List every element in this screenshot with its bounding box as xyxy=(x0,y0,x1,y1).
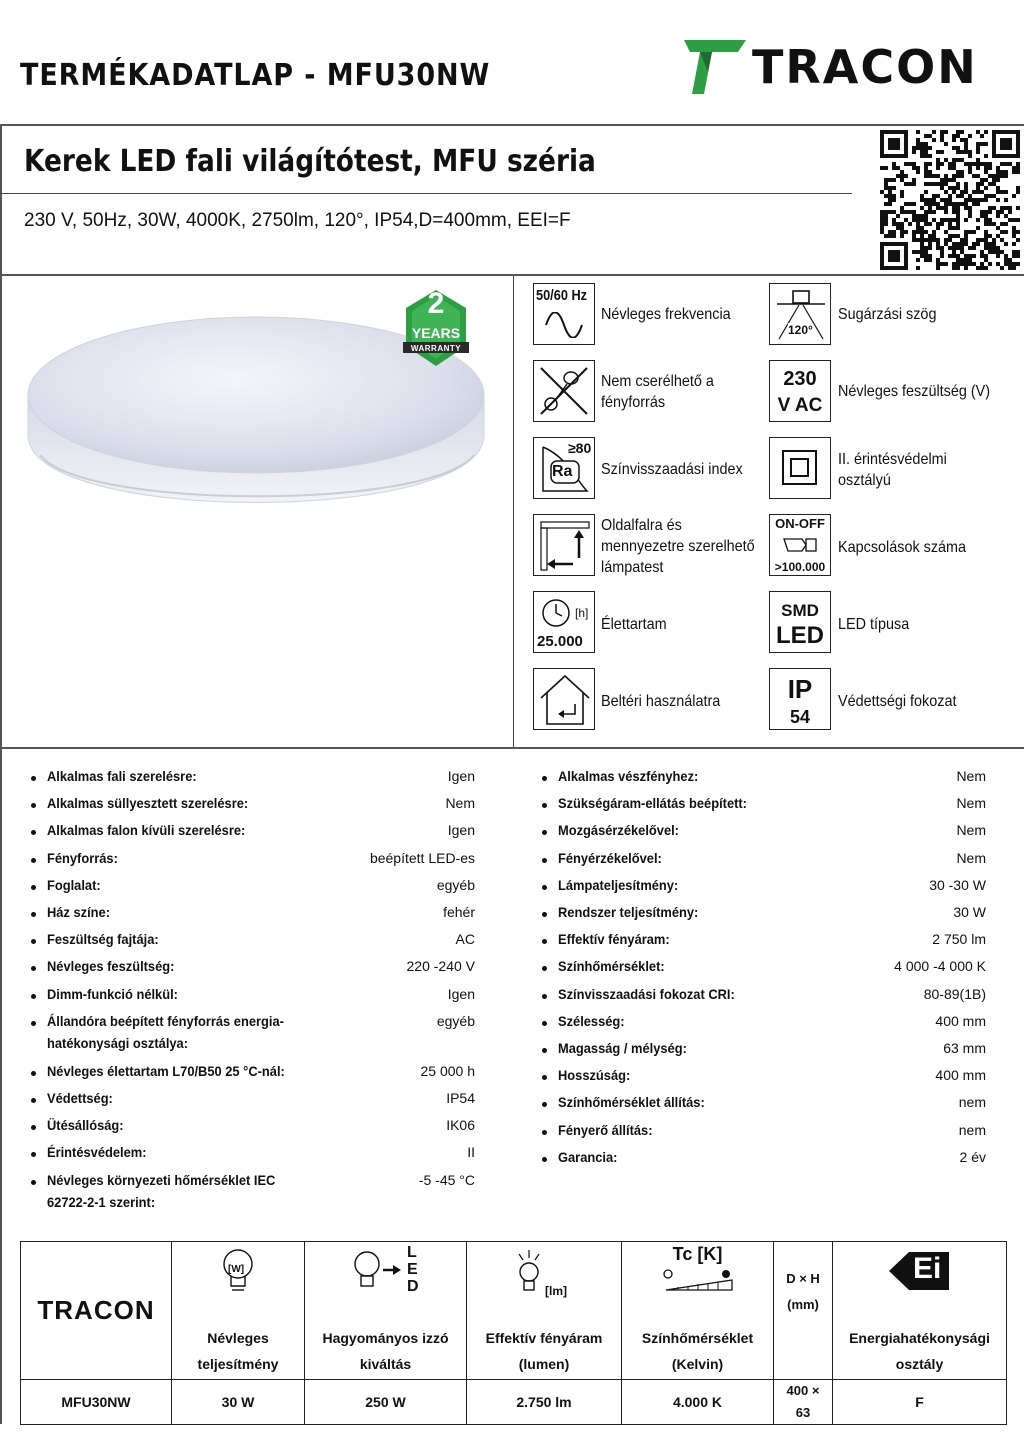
property-bullet xyxy=(31,858,36,863)
header-energy-line-2: osztály xyxy=(895,1356,944,1372)
property-bullet xyxy=(542,1075,547,1080)
property-bullet xyxy=(542,803,547,808)
property-label: Színhőmérséklet állítás: xyxy=(558,1094,705,1111)
property-bullet xyxy=(542,858,547,863)
property-bullet xyxy=(31,1125,36,1130)
property-value: nem xyxy=(958,1121,986,1138)
property-label: 62722-2-1 szerint: xyxy=(47,1193,156,1210)
property-bullet xyxy=(542,885,547,890)
property-label: Alkalmas fali szerelésre: xyxy=(47,768,197,784)
property-bullet xyxy=(542,994,547,999)
property-bullet xyxy=(542,776,547,781)
voltage-badge-unit: V AC xyxy=(777,395,823,416)
frame-top-rule xyxy=(0,124,1024,126)
property-label: Színhőmérséklet: xyxy=(558,958,665,975)
property-bullet xyxy=(542,966,547,971)
property-label: Hosszúság: xyxy=(558,1067,631,1084)
property-bullet xyxy=(31,803,36,808)
property-bullet xyxy=(31,939,36,944)
property-value: 30 -30 W xyxy=(929,876,986,893)
frequency-label: Névleges frekvencia xyxy=(601,306,731,323)
frequency-badge-text: 50/60 Hz xyxy=(536,287,588,304)
beam-angle-label: Sugárzási szög xyxy=(838,306,937,323)
energy-label-icon-text: Ei xyxy=(913,1252,942,1285)
led-type-label: LED típusa xyxy=(838,616,910,633)
property-label: Érintésvédelem: xyxy=(47,1144,147,1161)
property-value: Nem xyxy=(956,768,986,784)
property-value: 2 év xyxy=(959,1148,986,1165)
ip-rating-icon xyxy=(769,668,831,730)
summary-power-cell: 30 W xyxy=(172,1380,305,1425)
led-type-badge-led: LED xyxy=(776,622,824,649)
property-value: IP54 xyxy=(446,1090,475,1106)
property-label: Névleges környezeti hőmérséklet IEC xyxy=(47,1171,276,1188)
property-label: Magasság / mélység: xyxy=(558,1040,687,1056)
property-value: 400 mm xyxy=(935,1012,986,1029)
property-bullet xyxy=(542,1048,547,1053)
switching-cycles-label: Kapcsolások száma xyxy=(838,539,967,556)
indoor-use-label: Beltéri használatra xyxy=(601,693,721,710)
property-value: 30 W xyxy=(953,904,986,920)
non-replaceable-label-2: fényforrás xyxy=(601,394,666,411)
property-value: IK06 xyxy=(446,1117,475,1134)
property-label: Feszültség fajtája: xyxy=(47,931,159,948)
warranty-number: 2 xyxy=(427,287,445,320)
summary-logo: TRACON xyxy=(37,1295,155,1325)
property-value: Nem xyxy=(956,849,986,866)
property-label: Fényforrás: xyxy=(47,849,118,866)
property-value: Igen xyxy=(447,985,475,1002)
property-value: II xyxy=(467,1144,475,1161)
summary-header-dims xyxy=(774,1242,833,1380)
summary-dims-line-1: 400 × xyxy=(786,1383,820,1398)
led-letter-l: L xyxy=(407,1244,417,1261)
section-vertical-divider xyxy=(513,276,514,748)
summary-header-energy xyxy=(833,1242,1007,1380)
property-value: 25 000 h xyxy=(420,1062,475,1079)
tracon-logo-text: TRACON xyxy=(752,40,978,94)
property-bullet xyxy=(542,1021,547,1026)
lifetime-icon xyxy=(533,591,595,653)
rated-voltage-icon xyxy=(769,360,831,422)
frame-left-rule xyxy=(0,124,2,1424)
indoor-use-icon xyxy=(533,668,595,730)
property-value: beépített LED-es xyxy=(369,849,475,866)
property-label: Lámpateljesítmény: xyxy=(558,876,679,893)
header-energy-line-1: Energiahatékonysági xyxy=(849,1330,990,1346)
property-value: egyéb xyxy=(436,1012,475,1029)
summary-dims-cell xyxy=(774,1380,833,1425)
property-label: Alkalmas süllyesztett szerelésre: xyxy=(47,795,249,812)
ip-badge-ip: IP xyxy=(787,674,813,704)
switching-badge-count: >100.000 xyxy=(774,560,826,574)
frequency-icon xyxy=(533,283,595,345)
property-bullet xyxy=(31,1180,36,1185)
summary-code-cell: MFU30NW xyxy=(21,1380,172,1425)
property-value: Nem xyxy=(956,795,986,812)
cri-badge-ra: Ra xyxy=(552,463,573,480)
property-label: Mozgásérzékelővel: xyxy=(558,822,679,839)
property-label: Dimm-funkció nélkül: xyxy=(47,985,178,1002)
tracon-logo-icon xyxy=(682,36,748,96)
property-label: Szélesség: xyxy=(558,1012,625,1029)
property-bullet xyxy=(542,912,547,917)
property-bullet xyxy=(31,1021,36,1026)
property-bullet xyxy=(542,830,547,835)
property-value: 80-89(1B) xyxy=(923,985,986,1002)
mount-label-3: lámpatest xyxy=(601,559,664,576)
property-bullet xyxy=(31,1071,36,1076)
property-label: hatékonysági osztálya: xyxy=(47,1034,189,1051)
property-bullet xyxy=(31,1098,36,1103)
protection-class-label-2: osztályú xyxy=(838,472,891,489)
property-value: 4 000 -4 000 K xyxy=(894,958,986,975)
property-label: Névleges élettartam L70/B50 25 °C-nál: xyxy=(47,1062,285,1079)
header-lumen-line-1: Effektív fényáram xyxy=(485,1330,603,1346)
header-lumen-line-2: (lumen) xyxy=(518,1356,570,1372)
header-power-line-1: Névleges xyxy=(207,1330,269,1346)
cct-icon-text: Tc [K] xyxy=(672,1244,723,1264)
header-replacement-line-1: Hagyományos izzó xyxy=(322,1330,449,1346)
cri-label: Színvisszaadási index xyxy=(601,461,743,478)
property-bullet xyxy=(542,1102,547,1107)
property-value: -5 -45 °C xyxy=(418,1171,475,1188)
warranty-word: WARRANTY xyxy=(410,344,462,353)
led-letter-d: D xyxy=(407,1278,419,1295)
ip-badge-number: 54 xyxy=(789,707,811,727)
property-label: Fényérzékelővel: xyxy=(558,849,662,866)
property-label: Garancia: xyxy=(558,1148,618,1165)
property-bullet xyxy=(31,776,36,781)
product-spec-line: 230 V, 50Hz, 30W, 4000K, 2750lm, 120°, IP54,D=400mm, EEI=F xyxy=(24,210,571,231)
property-bullet xyxy=(31,912,36,917)
product-title: Kerek LED fali világítótest, MFU széria xyxy=(24,144,596,179)
wall-ceiling-mount-icon xyxy=(533,514,595,576)
property-label: Rendszer teljesítmény: xyxy=(558,904,699,920)
document-title: TERMÉKADATLAP - MFU30NW xyxy=(20,58,491,93)
switching-badge-onoff: ON-OFF xyxy=(775,516,825,531)
summary-lumen-cell: 2.750 lm xyxy=(467,1380,622,1425)
title-underline xyxy=(0,193,852,194)
bulb-to-led-icon xyxy=(353,1250,403,1294)
mount-label-1: Oldalfalra és xyxy=(601,517,682,534)
summary-header-cct xyxy=(622,1242,774,1380)
property-value: 2 750 lm xyxy=(932,931,986,948)
property-bullet xyxy=(31,966,36,971)
protection-class-ii-icon xyxy=(769,437,831,499)
property-value: Igen xyxy=(447,822,475,839)
property-value: 220 -240 V xyxy=(406,958,475,975)
property-bullet xyxy=(31,994,36,999)
led-type-badge-smd: SMD xyxy=(781,601,819,620)
cri-badge-threshold: ≥80 xyxy=(568,440,592,456)
beam-angle-badge: 120° xyxy=(788,323,813,337)
property-bullet xyxy=(31,885,36,890)
header-cct-line-2: (Kelvin) xyxy=(671,1356,724,1372)
lifetime-label: Élettartam xyxy=(601,616,667,633)
property-label: Foglalat: xyxy=(47,876,101,893)
non-replaceable-lamp-icon xyxy=(533,360,595,422)
property-label: Állandóra beépített fényforrás energia- xyxy=(47,1012,284,1029)
section-rule-top xyxy=(0,274,1024,276)
property-value: fehér xyxy=(443,904,475,920)
summary-header-power xyxy=(172,1242,305,1380)
property-value: nem xyxy=(958,1094,986,1111)
property-label: Színvisszaadási fokozat CRI: xyxy=(558,985,735,1002)
property-bullet xyxy=(31,1152,36,1157)
mount-label-2: mennyezetre szerelhető xyxy=(601,538,755,555)
header-dims-line-1: D × H xyxy=(786,1271,820,1286)
beam-angle-icon xyxy=(769,283,831,345)
summary-dims-line-2: 63 xyxy=(795,1405,811,1420)
property-value: AC xyxy=(455,931,475,948)
property-value: Igen xyxy=(447,768,475,784)
bulb-power-unit: [W] xyxy=(228,1264,245,1275)
led-type-icon xyxy=(769,591,831,653)
property-label: Szükségáram-ellátás beépített: xyxy=(558,795,747,812)
ip-rating-label: Védettségi fokozat xyxy=(838,693,957,710)
rated-voltage-label: Névleges feszültség (V) xyxy=(838,383,991,400)
cct-scale-icon xyxy=(662,1268,736,1294)
property-label: Alkalmas vészfényhez: xyxy=(558,768,699,784)
property-value: 400 mm xyxy=(935,1067,986,1084)
property-value: 63 mm xyxy=(943,1040,986,1056)
property-label: Alkalmas falon kívüli szerelésre: xyxy=(47,822,246,839)
header-cct-line-1: Színhőmérséklet xyxy=(641,1330,754,1346)
summary-replacement-cell: 250 W xyxy=(305,1380,467,1425)
warranty-years: YEARS xyxy=(411,325,461,341)
lifetime-badge-unit: [h] xyxy=(575,606,589,620)
switching-cycles-icon xyxy=(769,514,831,576)
bulb-lumen-unit: [lm] xyxy=(545,1284,567,1298)
property-label: Fényerő állítás: xyxy=(558,1121,653,1138)
header-replacement-line-2: kiváltás xyxy=(359,1356,412,1372)
section-rule-middle xyxy=(0,747,1024,749)
voltage-badge-value: 230 xyxy=(783,368,817,390)
property-label: Effektív fényáram: xyxy=(558,931,670,948)
summary-table xyxy=(20,1241,1007,1425)
property-bullet xyxy=(31,830,36,835)
summary-energy-class-cell: F xyxy=(833,1380,1007,1425)
summary-header-replacement xyxy=(305,1242,467,1380)
summary-cct-cell: 4.000 K xyxy=(622,1380,774,1425)
property-value: Nem xyxy=(956,822,986,839)
qr-code-icon xyxy=(880,130,1020,270)
property-value: egyéb xyxy=(436,876,475,893)
property-value: Nem xyxy=(445,795,475,812)
property-bullet xyxy=(542,1130,547,1135)
non-replaceable-label-1: Nem cserélhető a xyxy=(601,373,714,390)
protection-class-label-1: II. érintésvédelmi xyxy=(838,451,947,468)
lifetime-badge-hours: 25.000 xyxy=(537,633,583,650)
cri-icon xyxy=(533,437,595,499)
property-label: Névleges feszültség: xyxy=(47,958,175,975)
property-bullet xyxy=(542,939,547,944)
property-label: Ház színe: xyxy=(47,904,110,920)
led-letter-e: E xyxy=(407,1261,418,1278)
property-bullet xyxy=(542,1157,547,1162)
summary-logo-cell xyxy=(21,1242,172,1380)
property-label: Védettség: xyxy=(47,1090,113,1106)
header-power-line-2: teljesítmény xyxy=(197,1356,279,1372)
summary-header-lumen xyxy=(467,1242,622,1380)
header-dims-line-2: (mm) xyxy=(787,1297,819,1312)
property-label: Ütésállóság: xyxy=(47,1117,124,1134)
